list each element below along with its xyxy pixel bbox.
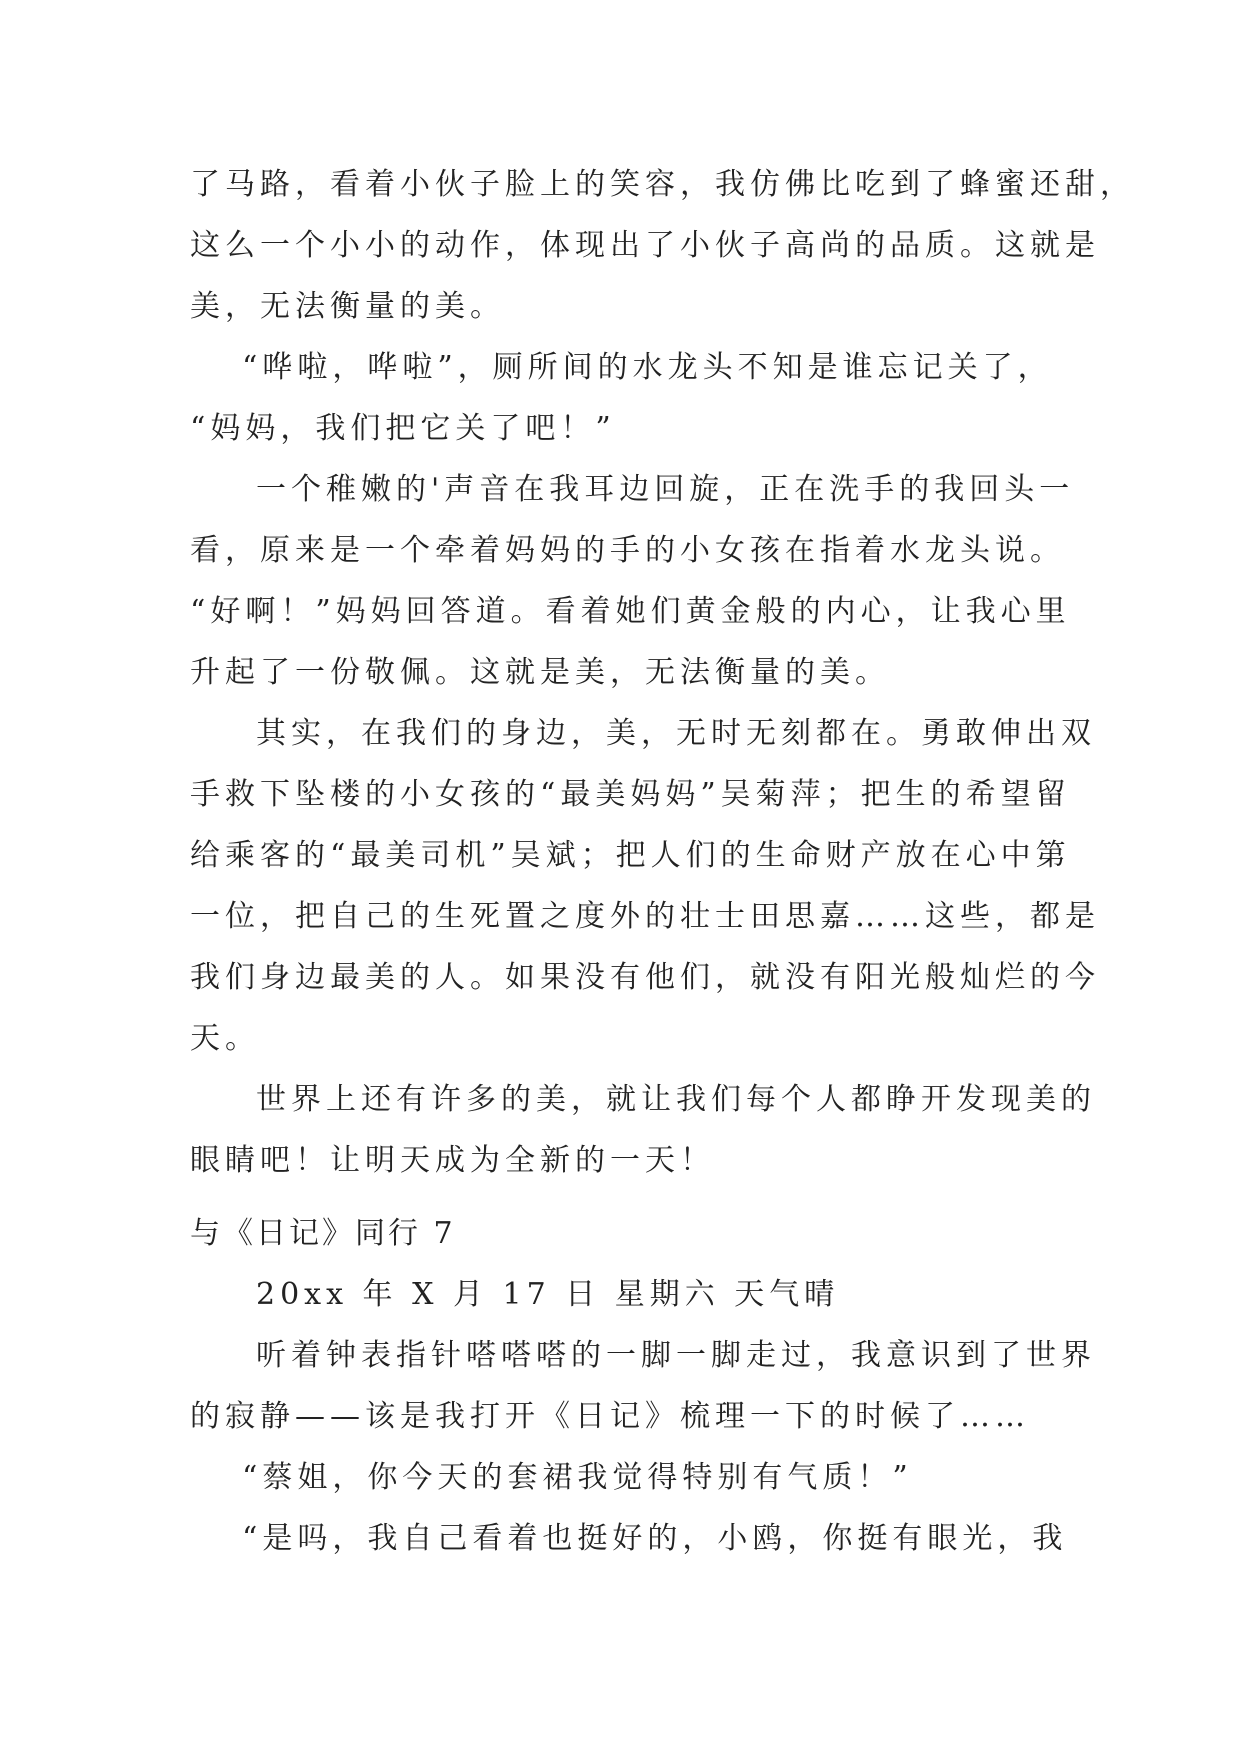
essay-body	[190, 154, 1135, 1191]
text-line: 其实，在我们的身边，美，无时无刻都在。勇敢伸出双	[256, 716, 1096, 751]
date-line: 20xx 年 X 月 17 日 星期六 天气晴	[256, 1277, 840, 1312]
section-title: 与《日记》同行 7	[190, 1216, 456, 1251]
text-line: “蔡姐，你今天的套裙我觉得特别有气质！”	[242, 1460, 913, 1495]
text-line: 一位，把自己的生死置之度外的壮士田思嘉……这些，都是	[190, 899, 1100, 934]
text-line: 了马路，看着小伙子脸上的笑容，我仿佛比吃到了蜂蜜还甜，	[190, 167, 1135, 202]
text-line: 升起了一份敬佩。这就是美，无法衡量的美。	[190, 655, 890, 690]
text-line: 给乘客的“最美司机”吴斌；把人们的生命财产放在心中第	[190, 838, 1071, 873]
text-line: 看，原来是一个牵着妈妈的手的小女孩在指着水龙头说。	[190, 533, 1065, 568]
text-line: “妈妈，我们把它关了吧！”	[190, 411, 616, 446]
text-line: “是吗，我自己看着也挺好的，小鸥，你挺有眼光，我	[242, 1521, 1068, 1556]
text-line: 我们身边最美的人。如果没有他们，就没有阳光般灿烂的今	[190, 960, 1100, 995]
text-line: 听着钟表指针嗒嗒嗒的一脚一脚走过，我意识到了世界	[256, 1338, 1096, 1373]
text-line: “哗啦，哗啦”，厕所间的水龙头不知是谁忘记关了，	[242, 350, 1053, 385]
text-line: “好啊！”妈妈回答道。看着她们黄金般的内心，让我心里	[190, 594, 1071, 629]
text-line: 美，无法衡量的美。	[190, 289, 505, 324]
text-line: 眼睛吧！让明天成为全新的一天！	[190, 1143, 715, 1178]
text-line: 这么一个小小的动作，体现出了小伙子高尚的品质。这就是	[190, 228, 1100, 263]
text-line: 的寂静——该是我打开《日记》梳理一下的时候了……	[190, 1399, 1030, 1434]
text-line: 手救下坠楼的小女孩的“最美妈妈”吴菊萍；把生的希望留	[190, 777, 1071, 812]
text-line: 天。	[190, 1021, 260, 1056]
text-line: 世界上还有许多的美，就让我们每个人都睁开发现美的	[256, 1082, 1096, 1117]
diary-body	[190, 1264, 1096, 1569]
text-line: 一个稚嫩的'声音在我耳边回旋，正在洗手的我回头一	[256, 472, 1075, 507]
